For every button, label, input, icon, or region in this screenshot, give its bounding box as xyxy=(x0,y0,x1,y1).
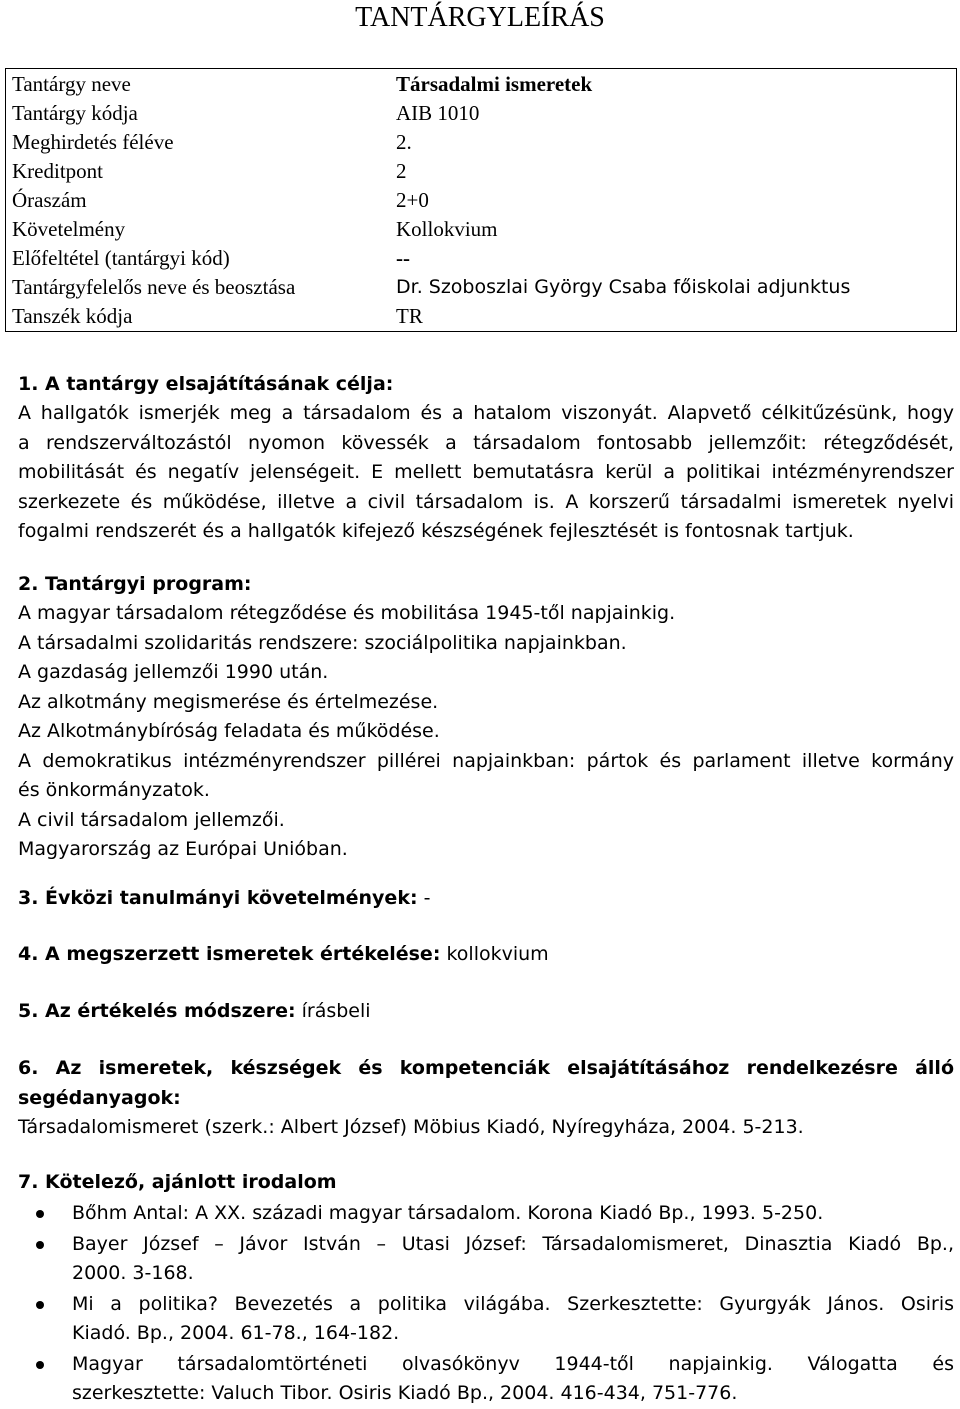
info-value: TR xyxy=(396,304,423,328)
section1-line: Alapvető célkitűzésünk, hogy xyxy=(667,402,955,424)
program-item: Az alkotmány megismerése és értelmezése. xyxy=(18,690,439,713)
program-item: A civil társadalom jellemzői. xyxy=(18,808,285,831)
info-value: AIB 1010 xyxy=(396,101,480,125)
info-row xyxy=(6,302,957,332)
section4-heading: 4. A megszerzett ismeretek értékelése: xyxy=(18,943,441,965)
section1-line: A hallgatók ismerjék meg a társadalom és a hatalom viszonyát. xyxy=(18,402,658,424)
bullet-icon xyxy=(36,1361,44,1369)
info-row xyxy=(6,186,957,215)
literature-line: szerkesztette: Valuch Tibor. Osiris Kiadó Bp., 2004. 416-434, 751-776. xyxy=(72,1382,738,1404)
info-label: Óraszám xyxy=(12,188,87,212)
program-item: Magyarország az Európai Unióban. xyxy=(18,838,348,860)
info-label: Előfeltétel (tantárgyi kód) xyxy=(12,246,230,270)
literature-list xyxy=(18,1199,954,1409)
program-item: A társadalmi szolidaritás rendszere: szociálpolitika napjainkban. xyxy=(18,631,627,654)
info-label: Meghirdetés féléve xyxy=(12,130,174,154)
literature-line: Magyar társadalomtörténeti olvasókönyv 1944-től napjainkig. Válogatta és xyxy=(72,1352,954,1375)
literature-line: Mi a politika? Bevezetés a politika világába. Szerkesztette: Gyurgyák János. Osiris xyxy=(72,1292,954,1315)
info-label: Tanszék kódja xyxy=(12,304,133,328)
section1-text xyxy=(18,399,954,547)
program-item: A gazdaság jellemzői 1990 után. xyxy=(18,661,329,683)
section6-heading-line1: 6. Az ismeretek, készségek és kompetenciák elsajátításához rendelkezésre álló xyxy=(18,1057,954,1079)
section2-list xyxy=(18,599,954,865)
info-row xyxy=(6,244,957,273)
info-value: -- xyxy=(396,246,410,270)
course-info-table xyxy=(5,68,957,332)
info-row xyxy=(6,215,957,244)
section1-line: A korszerű társadalmi ismeretek nyelvi xyxy=(565,490,954,513)
section4-value: kollokvium xyxy=(440,943,549,965)
section2-heading: 2. Tantárgyi program: xyxy=(18,573,252,595)
info-row xyxy=(6,157,957,186)
bullet-icon xyxy=(36,1241,44,1249)
info-value: Társadalmi ismeretek xyxy=(396,72,593,96)
section1-line: szerkezete és működése, illetve a civil társadalom is. xyxy=(18,490,555,513)
info-label: Tantárgy kódja xyxy=(12,101,138,125)
section1-line: mobilitását és negatív jelenségeit. xyxy=(18,461,361,483)
section3-heading: 3. Évközi tanulmányi követelmények: xyxy=(18,887,418,909)
section1-line: E mellett bemutatásra kerül a politikai intézményrendszer xyxy=(371,461,954,483)
program-item: A magyar társadalom rétegződése és mobilitása 1945-től napjainkig. xyxy=(18,602,676,624)
program-item: A demokratikus intézményrendszer pillérei napjainkban: pártok és parlament illetve kormány xyxy=(18,749,954,772)
literature-item xyxy=(18,1199,954,1229)
section4 xyxy=(18,940,954,970)
literature-line: 2000. 3-168. xyxy=(72,1262,194,1284)
bullet-icon xyxy=(36,1210,44,1218)
section6-heading-line2: segédanyagok: xyxy=(18,1086,181,1109)
section1-line: fogalmi rendszerét és a hallgatók kifejező készségének fejlesztését is fontosnak tartjuk. xyxy=(18,520,854,542)
info-label: Kreditpont xyxy=(12,159,103,183)
literature-item xyxy=(18,1290,954,1349)
section5-heading: 5. Az értékelés módszere: xyxy=(18,1000,296,1022)
literature-line: Kiadó. Bp., 2004. 61-78., 164-182. xyxy=(72,1322,400,1344)
section6-text: Társadalomismeret (szerk.: Albert József) Möbius Kiadó, Nyíregyháza, 2004. 5-213. xyxy=(18,1116,804,1138)
program-item: és önkormányzatok. xyxy=(18,779,210,801)
section3 xyxy=(18,884,954,914)
info-row xyxy=(6,273,957,302)
info-value: 2. xyxy=(396,130,412,154)
section3-value: - xyxy=(417,887,431,909)
info-row xyxy=(6,128,957,157)
section1-line: a rendszerváltozástól nyomon kövessék a társadalom fontosabb jellemzőit: rétegződését, xyxy=(18,431,954,454)
info-value: 2+0 xyxy=(396,188,429,212)
literature-line: Bayer József – Jávor István – Utasi József: Társadalomismeret, Dinasztia Kiadó Bp., xyxy=(72,1232,954,1255)
info-label: Követelmény xyxy=(12,217,126,241)
info-value: 2 xyxy=(396,159,407,183)
bullet-icon xyxy=(36,1301,44,1309)
section7-heading: 7. Kötelező, ajánlott irodalom xyxy=(18,1171,337,1193)
literature-item xyxy=(18,1350,954,1409)
section5-value: írásbeli xyxy=(295,1000,371,1022)
info-label: Tantárgy neve xyxy=(12,72,131,96)
info-label: Tantárgyfelelős neve és beosztása xyxy=(12,275,296,299)
section1-heading: 1. A tantárgy elsajátításának célja: xyxy=(18,373,394,395)
literature-line: Bőhm Antal: A XX. századi magyar társadalom. Korona Kiadó Bp., 1993. 5-250. xyxy=(72,1202,824,1224)
info-value: Dr. Szoboszlai György Csaba főiskolai adjunktus xyxy=(396,276,851,298)
info-row xyxy=(6,99,957,128)
literature-item xyxy=(18,1230,954,1289)
program-item: Az Alkotmánybíróság feladata és működése. xyxy=(18,720,440,742)
document-title: TANTÁRGYLEÍRÁS xyxy=(355,2,605,33)
section6 xyxy=(18,1054,954,1143)
info-value: Kollokvium xyxy=(396,217,498,241)
section5 xyxy=(18,997,954,1027)
info-row xyxy=(6,69,957,100)
